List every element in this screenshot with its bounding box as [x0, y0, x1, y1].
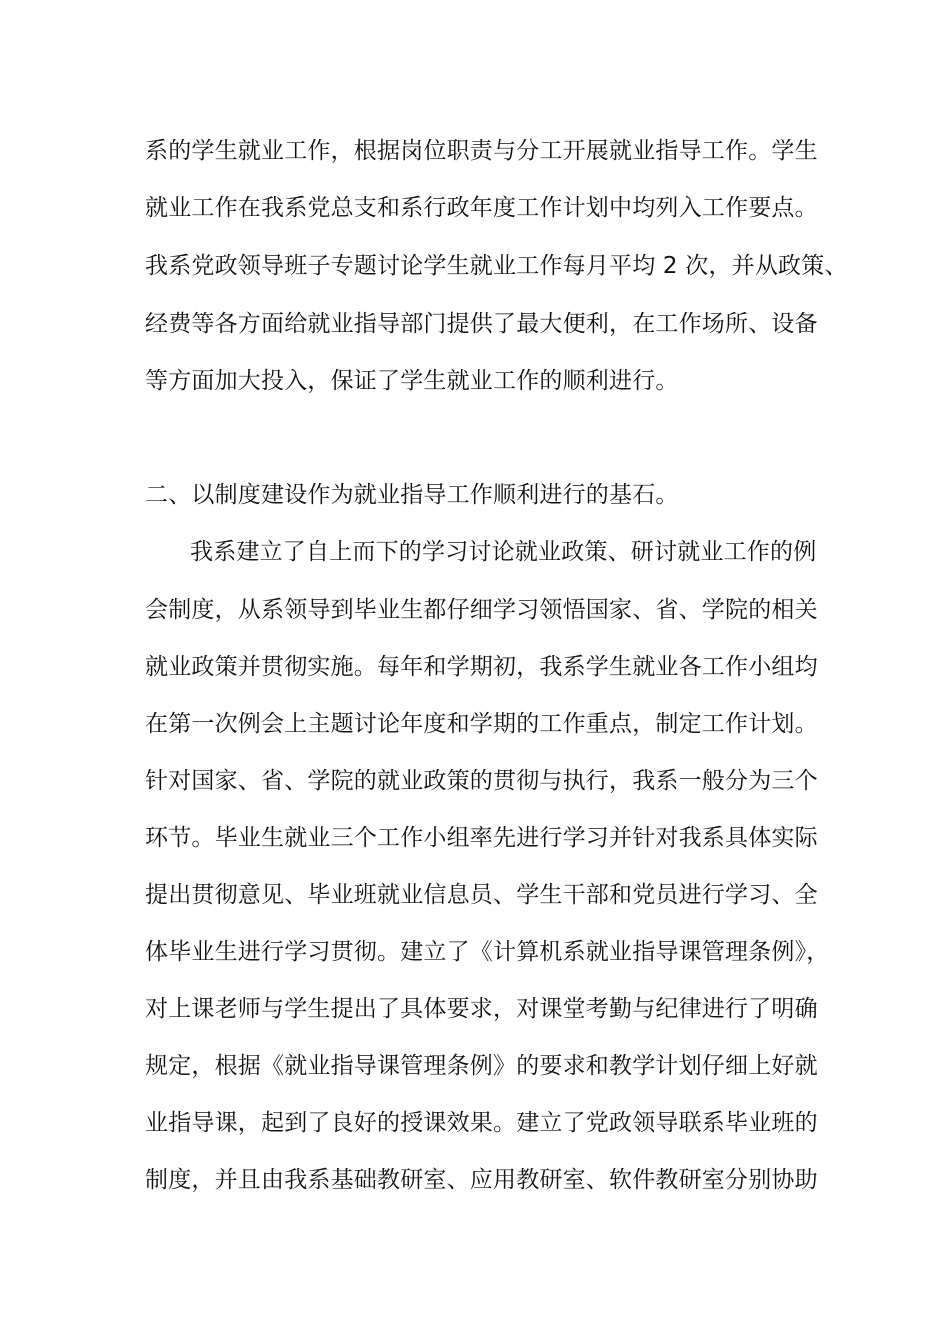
paragraph-line: 针对国家、省、学院的就业政策的贯彻与执行，我系一般分为三个	[145, 768, 818, 794]
paragraph-line: 制度，并且由我系基础教研室、应用教研室、软件教研室分别协助	[145, 1167, 818, 1193]
paragraph-line: 我系建立了自上而下的学习讨论就业政策、研讨就业工作的例	[190, 539, 817, 565]
paragraph-line: 会制度，从系领导到毕业生都仔细学习领悟国家、省、学院的相关	[145, 597, 818, 623]
paragraph-line: 经费等各方面给就业指导部门提供了最大便利，在工作场所、设备	[145, 311, 818, 337]
paragraph-line: 业指导课，起到了良好的授课效果。建立了党政领导联系毕业班的	[145, 1110, 818, 1136]
paragraph-line: 我系党政领导班子专题讨论学生就业工作每月平均 2 次，并从政策、	[145, 253, 848, 279]
paragraph-line: 系的学生就业工作，根据岗位职责与分工开展就业指导工作。学生	[145, 138, 818, 164]
paragraph-line: 环节。毕业生就业三个工作小组率先进行学习并针对我系具体实际	[145, 825, 818, 851]
paragraph-line: 就业政策并贯彻实施。每年和学期初，我系学生就业各工作小组均	[145, 654, 818, 680]
paragraph-line: 等方面加大投入，保证了学生就业工作的顺利进行。	[145, 368, 679, 394]
paragraph-line: 体毕业生进行学习贯彻。建立了《计算机系就业指导课管理条例》，	[145, 939, 830, 965]
paragraph-line: 就业工作在我系党总支和系行政年度工作计划中均列入工作要点。	[145, 195, 818, 221]
paragraph-line: 提出贯彻意见、毕业班就业信息员、学生干部和党员进行学习、全	[145, 882, 818, 908]
paragraph-line: 规定，根据《就业指导课管理条例》的要求和教学计划仔细上好就	[145, 1053, 818, 1079]
section-heading: 二、以制度建设作为就业指导工作顺利进行的基石。	[145, 482, 679, 508]
paragraph-line: 对上课老师与学生提出了具体要求，对课堂考勤与纪律进行了明确	[145, 996, 818, 1022]
paragraph-line: 在第一次例会上主题讨论年度和学期的工作重点，制定工作计划。	[145, 711, 818, 737]
